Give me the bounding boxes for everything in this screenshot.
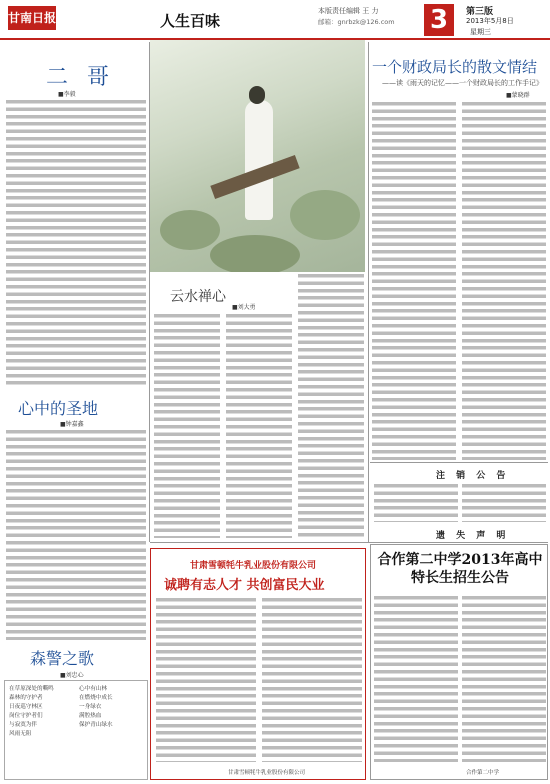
notice-title: 注 销 公 告 <box>436 471 510 481</box>
ad-company-name: 甘肃雪顿牦牛乳业股份有限公司 <box>190 561 317 571</box>
notice-body-right <box>462 482 546 522</box>
ad-body-right <box>262 596 362 762</box>
ad-body-left <box>156 596 256 762</box>
poem-column-left <box>9 685 77 739</box>
article-body-yun-col1 <box>154 312 220 538</box>
article-title-yun: 云水禅心 <box>170 289 226 305</box>
ad-slogan: 诚聘有志人才 共创富民大业 <box>164 578 325 593</box>
issue-date: 2013年5月8日 <box>466 17 514 25</box>
lotus-leaf <box>160 210 220 250</box>
feature-photo <box>150 40 365 272</box>
editor-email: 邮箱：gnrbzk@126.com <box>318 18 395 26</box>
page-header <box>0 0 550 40</box>
poem-line: 日夜巡守林区 <box>9 704 43 710</box>
issue-weekday: 星期三 <box>470 28 491 36</box>
woman-figure <box>245 100 273 220</box>
poem-line: 满腔热血 <box>79 713 102 719</box>
poem-line: 在燃烧中成长 <box>79 695 113 701</box>
column-rule <box>368 42 369 542</box>
page-number: 3 <box>424 4 454 36</box>
woman-head <box>249 86 265 104</box>
article-byline-erge: ■李毅 <box>58 91 76 98</box>
poem-line: 在草原深处的嘶鸣 <box>9 686 54 692</box>
article-body-erge <box>6 98 146 388</box>
admission-footer: 合作第二中学 <box>466 770 500 776</box>
poem-line: 一身绿衣 <box>79 704 102 710</box>
article-byline-yun: ■刘大勇 <box>232 304 256 311</box>
admission-title: 合作第二中学2013年高中特长生招生公告 <box>377 552 543 586</box>
poem-line: 森林的守护者 <box>9 695 43 701</box>
article-body-yun-col2 <box>226 312 292 538</box>
ad-footer-company: 甘肃雪顿牦牛乳业股份有限公司 <box>228 770 306 776</box>
article-title-erge: 二 哥 <box>46 65 115 90</box>
article-body-yun-col3 <box>298 272 364 538</box>
lotus-leaf <box>210 235 300 272</box>
poem-line: 风雨无阻 <box>9 731 32 737</box>
article-byline-xin: ■钟嘉鑫 <box>60 421 84 428</box>
poem-column-right <box>79 685 147 730</box>
lotus-leaf <box>290 190 360 240</box>
article-subtitle-essay: ——读《雨天的记忆——一个财政局长的工作手记》 <box>382 79 543 87</box>
notice-body-left <box>374 482 458 522</box>
admission-body-left <box>374 594 458 762</box>
poem-line: 心中有山林 <box>79 686 107 692</box>
article-title-senjing: 森警之歌 <box>30 649 95 668</box>
article-title-essay: 一个财政局长的散文情结 <box>372 58 538 76</box>
article-body-xin <box>6 428 146 640</box>
poem-line: 与寂寞为伴 <box>9 722 37 728</box>
editor-credit: 本版责任编辑 王 力 <box>318 7 379 15</box>
edition-label: 第三版 <box>466 7 494 17</box>
poem-line: 保护青山绿水 <box>79 722 113 728</box>
article-body-essay-col1 <box>372 100 456 460</box>
masthead-logo: 甘南日报 <box>8 6 56 30</box>
article-body-essay-col2 <box>462 100 546 460</box>
poem-box <box>4 680 148 780</box>
article-title-xin: 心中的圣地 <box>18 399 99 418</box>
article-byline-senjing: ■刘忠心 <box>60 672 84 679</box>
admission-body-right <box>462 594 546 762</box>
notice-top-rule <box>370 462 548 463</box>
section-title: 人生百味 <box>160 12 221 30</box>
declaration-title: 遗 失 声 明 <box>436 531 510 541</box>
article-byline-essay: ■蒙晓群 <box>506 92 530 99</box>
poem-line: 岗位守护者们 <box>9 713 43 719</box>
ad-top-rule <box>150 542 548 543</box>
